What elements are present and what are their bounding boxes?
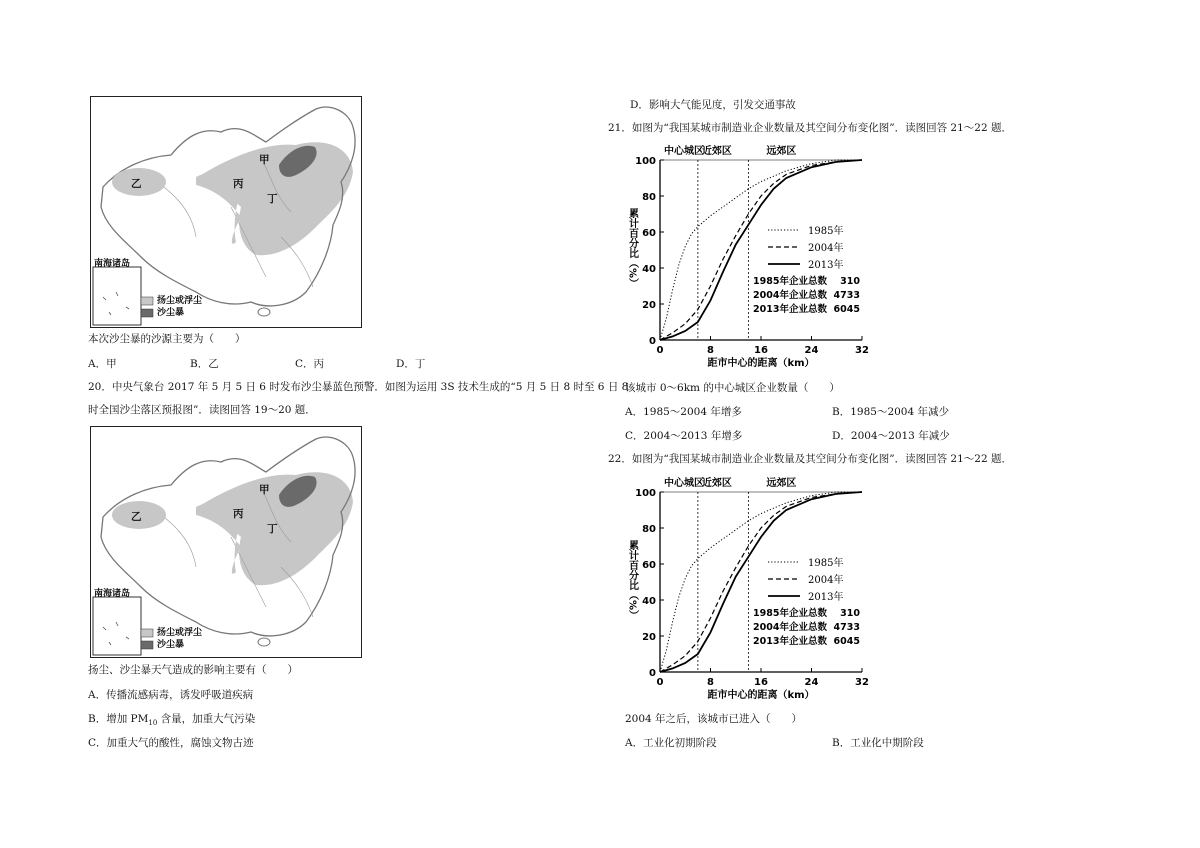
legend-label-1: 2004年 bbox=[808, 575, 844, 586]
zone-label-1: 近郊区 bbox=[701, 478, 732, 489]
x-axis-label: 距市中心的距离（km） bbox=[707, 358, 815, 369]
legend-label-2: 2013年 bbox=[808, 592, 844, 603]
x-tick-label: 8 bbox=[707, 677, 714, 688]
legend-dust: 扬尘或浮尘 bbox=[157, 296, 203, 306]
legend-dust: 扬尘或浮尘 bbox=[157, 628, 203, 638]
y-tick-label: 0 bbox=[649, 336, 656, 347]
label-jia: 甲 bbox=[259, 484, 270, 496]
x-tick-label: 32 bbox=[855, 345, 869, 356]
annotation-value-0: 310 bbox=[840, 276, 860, 287]
q20b-option-c[interactable]: C．加重大气的酸性，腐蚀文物古迹 bbox=[88, 737, 254, 749]
china-map-1 bbox=[91, 97, 361, 327]
q22-question: 2004 年之后，该城市已进入（ ） bbox=[625, 713, 803, 725]
annotation-label-0: 1985年企业总数 bbox=[753, 608, 827, 619]
dust-forecast-map-2 bbox=[90, 426, 362, 658]
q21-option-b[interactable]: B．1985～2004 年减少 bbox=[832, 406, 949, 418]
y-tick-label: 60 bbox=[642, 228, 656, 239]
annotation-label-2: 2013年企业总数 bbox=[753, 636, 827, 647]
q21-option-d[interactable]: D．2004～2013 年减少 bbox=[832, 430, 950, 442]
legend-label-1: 2004年 bbox=[808, 243, 844, 254]
x-tick-label: 24 bbox=[804, 677, 819, 688]
q20b-option-b-post: 含量，加重大气污染 bbox=[157, 713, 256, 725]
y-axis-label: 累计百分比（%） bbox=[626, 540, 638, 621]
y-tick-label: 40 bbox=[642, 264, 656, 275]
y-tick-label: 60 bbox=[642, 560, 656, 571]
legend-label-0: 1985年 bbox=[808, 558, 844, 569]
legend-sandstorm: 沙尘暴 bbox=[157, 308, 185, 318]
q22-stem: 22．如图为“我国某城市制造业企业数量及其空间分布变化图”．读图回答 21～22 题． bbox=[608, 453, 1012, 465]
y-tick-label: 20 bbox=[642, 632, 656, 643]
x-tick-label: 32 bbox=[855, 677, 869, 688]
inset-label: 南海诸岛 bbox=[94, 589, 131, 599]
x-tick-label: 0 bbox=[656, 677, 664, 688]
y-axis-label: 累计百分比（%） bbox=[626, 208, 638, 289]
q20b-option-a[interactable]: A．传播流感病毒，诱发呼吸道疾病 bbox=[88, 689, 254, 701]
x-tick-label: 16 bbox=[754, 677, 768, 688]
q21-option-c[interactable]: C．2004～2013 年增多 bbox=[625, 430, 743, 442]
y-tick-label: 100 bbox=[635, 156, 656, 167]
zone-label-2: 远郊区 bbox=[766, 478, 797, 489]
label-bing: 丙 bbox=[233, 508, 244, 520]
annotation-label-1: 2004年企业总数 bbox=[753, 290, 827, 301]
legend-label-0: 1985年 bbox=[808, 226, 844, 237]
zone-label-0: 中心城区 bbox=[664, 146, 704, 157]
zone-label-1: 近郊区 bbox=[701, 146, 732, 157]
q19-option-d-full[interactable]: D．影响大气能见度，引发交通事故 bbox=[630, 99, 796, 111]
q19-stem: 本次沙尘暴的沙源主要为（ ） bbox=[88, 333, 246, 345]
q20b-option-b-sub: 10 bbox=[148, 719, 158, 728]
annotation-value-1: 4733 bbox=[833, 622, 860, 633]
label-ding: 丁 bbox=[267, 523, 278, 535]
q21-option-a[interactable]: A．1985～2004 年增多 bbox=[625, 406, 742, 418]
annotation-label-0: 1985年企业总数 bbox=[753, 276, 827, 287]
annotation-label-1: 2004年企业总数 bbox=[753, 622, 827, 633]
legend-label-2: 2013年 bbox=[808, 260, 844, 271]
q21-stem: 21．如图为“我国某城市制造业企业数量及其空间分布变化图”．读图回答 21～22 题． bbox=[608, 122, 1012, 134]
label-jia: 甲 bbox=[259, 154, 270, 166]
x-tick-label: 24 bbox=[804, 345, 819, 356]
legend-sandstorm: 沙尘暴 bbox=[157, 640, 185, 650]
x-tick-label: 0 bbox=[656, 345, 664, 356]
y-tick-label: 0 bbox=[649, 668, 656, 679]
annotation-value-1: 4733 bbox=[833, 290, 860, 301]
annotation-value-2: 6045 bbox=[833, 304, 860, 315]
label-ding: 丁 bbox=[267, 193, 278, 205]
inset-label: 南海诸岛 bbox=[94, 259, 131, 269]
x-tick-label: 16 bbox=[754, 345, 768, 356]
q20-stem-line1: 20．中央气象台 2017 年 5 月 5 日 6 时发布沙尘暴蓝色预警．如图为运用 3S 技术生成的“5 月 5 日 8 时至 6 日 8 bbox=[88, 381, 629, 393]
q20-stem-line2: 时全国沙尘落区预报图”．读图回答 19～20 题． bbox=[88, 404, 316, 416]
y-tick-label: 100 bbox=[635, 488, 656, 499]
china-map-2 bbox=[91, 427, 361, 657]
zone-label-2: 远郊区 bbox=[766, 146, 797, 157]
q20b-stem: 扬尘、沙尘暴天气造成的影响主要有（ ） bbox=[88, 664, 298, 676]
y-tick-label: 40 bbox=[642, 596, 656, 607]
q22-option-a[interactable]: A．工业化初期阶段 bbox=[625, 737, 717, 749]
annotation-value-0: 310 bbox=[840, 608, 860, 619]
q20b-option-b[interactable] bbox=[88, 712, 255, 730]
y-tick-label: 80 bbox=[642, 524, 656, 535]
y-tick-label: 20 bbox=[642, 300, 656, 311]
q19-option-c[interactable]: C．丙 bbox=[295, 358, 325, 370]
label-yi: 乙 bbox=[131, 511, 142, 523]
q19-option-d[interactable]: D．丁 bbox=[396, 358, 426, 370]
dust-forecast-map-1 bbox=[90, 96, 362, 328]
enterprise-distribution-chart-2 bbox=[618, 472, 878, 702]
q19-option-b[interactable]: B．乙 bbox=[190, 358, 219, 370]
enterprise-distribution-chart-1 bbox=[618, 140, 878, 370]
annotation-label-2: 2013年企业总数 bbox=[753, 304, 827, 315]
annotation-value-2: 6045 bbox=[833, 636, 860, 647]
x-axis-label: 距市中心的距离（km） bbox=[707, 690, 815, 701]
q19-option-a[interactable]: A．甲 bbox=[88, 358, 117, 370]
label-yi: 乙 bbox=[131, 178, 142, 190]
q22-option-b[interactable]: B．工业化中期阶段 bbox=[832, 737, 924, 749]
x-tick-label: 8 bbox=[707, 345, 714, 356]
zone-label-0: 中心城区 bbox=[664, 478, 704, 489]
q20b-option-b-pre: B．增加 PM bbox=[88, 713, 149, 725]
label-bing: 丙 bbox=[233, 178, 244, 190]
q21-question: 该城市 0～6km 的中心城区企业数量（ ） bbox=[625, 382, 840, 394]
y-tick-label: 80 bbox=[642, 192, 656, 203]
